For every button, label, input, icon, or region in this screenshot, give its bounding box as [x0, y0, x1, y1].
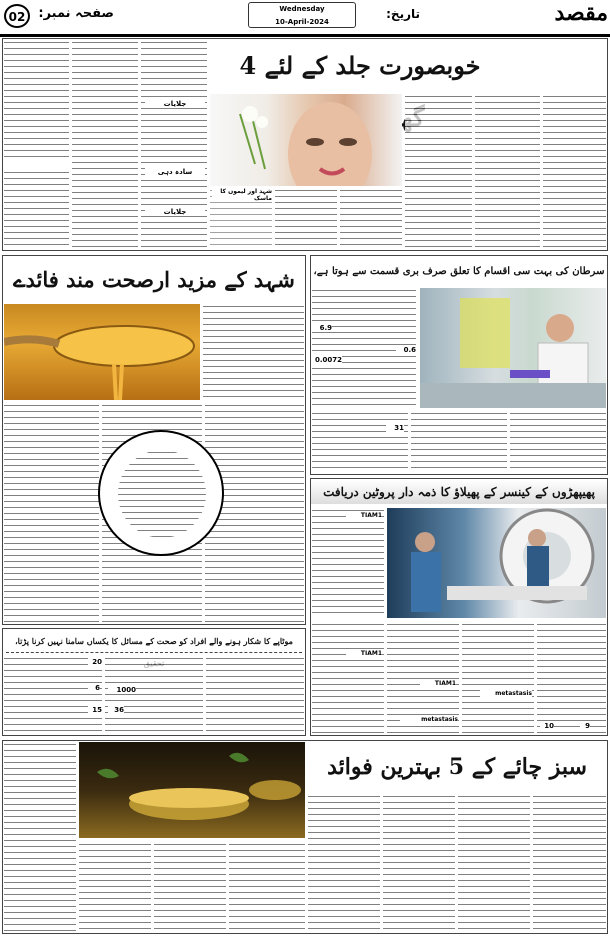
text-column [229, 842, 305, 932]
honey-headline: شہد کے مزید ارصحت مند فائدے [13, 267, 295, 292]
pull-quote-circle [98, 430, 224, 556]
text-column [4, 40, 69, 160]
subhead: جلایات [145, 100, 205, 108]
pull-quote-text [118, 450, 206, 538]
text-column [458, 794, 530, 932]
text-column [308, 794, 380, 932]
lung-cancer-headline: پھیپھڑوں کے کینسر کے پھیلاؤ کا ذمہ دار پروٹین دریافت [323, 485, 595, 499]
term: TIAM1 [346, 650, 382, 657]
figure: 0.0072 [312, 356, 342, 364]
text-column [537, 622, 606, 734]
text-column [203, 304, 304, 399]
text-column [275, 188, 337, 248]
skin-headline: خوبصورت جلد کے لئے 4 [239, 51, 481, 80]
image-caption: شہد اور لیموں کا ماسک [212, 188, 272, 202]
term: metastasis [480, 690, 532, 697]
figure: 36 [108, 706, 124, 714]
term: metastasis [400, 716, 458, 723]
honey-photo [4, 304, 200, 400]
date-label: تاریخ: [386, 7, 420, 21]
cancer-luck-headline: سرطان کی بہت سی اقسام کا تعلق صرف بری قسمت سے ہوتا ہے، [313, 266, 605, 277]
figure: 6 [88, 684, 100, 692]
figure: 20 [88, 658, 102, 666]
term: TIAM1 [346, 512, 382, 519]
text-column [533, 794, 606, 932]
page-label: صفحہ نمبر: [38, 6, 114, 21]
figure: 9 [580, 722, 590, 730]
text-column [72, 40, 138, 248]
divider [6, 652, 302, 653]
skin-photo [210, 94, 402, 186]
date-box [248, 2, 356, 28]
date-value: 10-April-2024 [275, 18, 329, 26]
green-tea-headline: سبز چائے کے 5 بہترین فوائد [327, 754, 587, 780]
lab-illustration [420, 288, 606, 408]
text-column [312, 622, 384, 734]
text-column [340, 188, 402, 248]
scientist-photo [420, 288, 606, 408]
tea-cups-illustration [79, 742, 305, 838]
text-column [154, 842, 226, 932]
text-column [141, 40, 207, 248]
text-column [4, 656, 102, 734]
face-illustration [210, 94, 402, 186]
text-column [4, 403, 99, 623]
newspaper-logo: مقصد [554, 0, 608, 26]
text-column [462, 622, 534, 734]
text-column [543, 94, 606, 248]
scanner-photo [387, 508, 606, 618]
masthead [0, 0, 610, 34]
text-column [411, 411, 507, 473]
weekday: Wednesday [279, 5, 325, 13]
text-column [312, 508, 384, 618]
text-column [79, 842, 151, 932]
term: TIAM1 [420, 680, 456, 687]
honey-spoon-illustration [4, 304, 200, 400]
text-column [383, 794, 455, 932]
ct-scanner-illustration [387, 508, 606, 618]
text-column [4, 742, 76, 932]
text-column [105, 656, 203, 734]
figure: 1000 [108, 686, 136, 694]
green-tea-photo [79, 742, 305, 838]
subhead: سادہ دہی [145, 168, 205, 176]
figure: 31 [386, 424, 404, 432]
figure: 0.6 [396, 346, 416, 354]
masthead-rule [0, 34, 610, 37]
obesity-headline: موٹاپے کا شکار ہونے والے افراد کو صحت کے مسائل کا یکساں سامنا نہیں کرنا پڑتا، [15, 636, 293, 646]
figure: 15 [88, 706, 102, 714]
figure: 10 [540, 722, 554, 730]
text-column [510, 411, 606, 473]
figure: 6.9 [312, 324, 332, 332]
text-column [4, 170, 69, 248]
text-column [206, 656, 304, 734]
text-column [405, 94, 472, 248]
text-column [312, 411, 408, 473]
text-column [475, 94, 540, 248]
subhead: جلایات [145, 208, 205, 216]
page-number-badge: 02 [4, 4, 30, 28]
